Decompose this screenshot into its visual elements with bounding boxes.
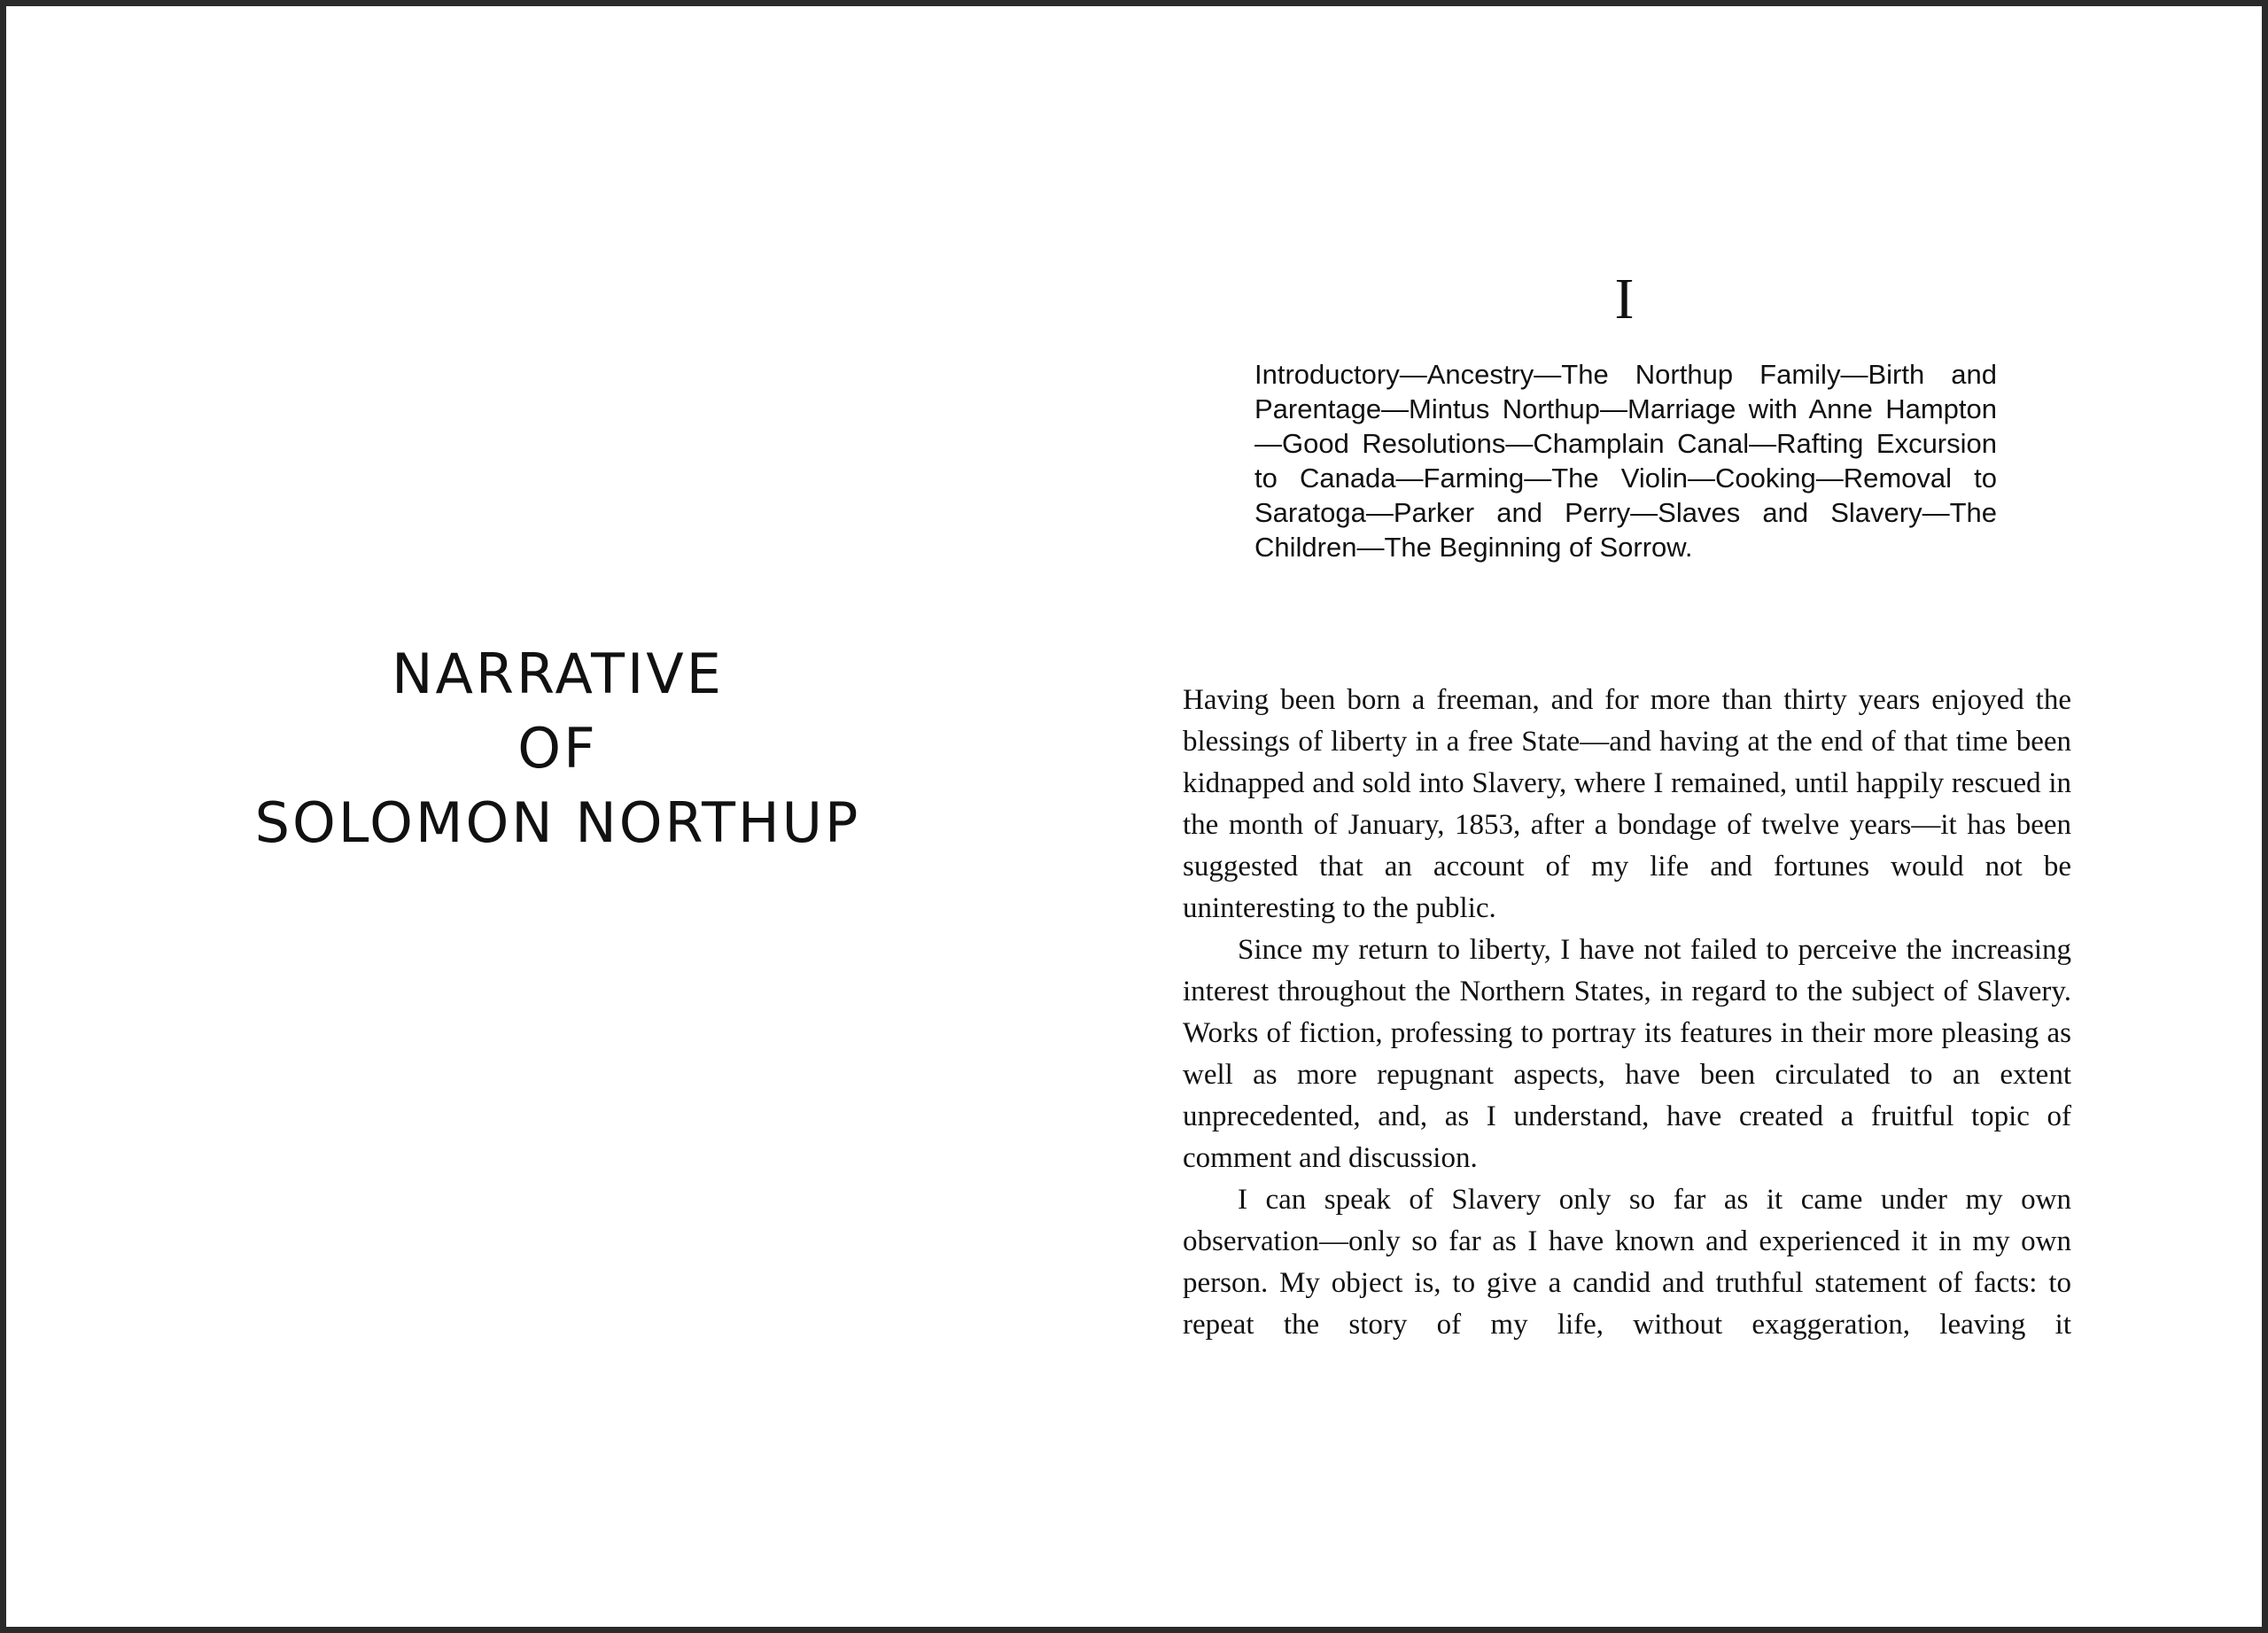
- book-title: [6, 637, 1109, 860]
- title-line-2: OF: [517, 716, 598, 781]
- paragraph-2: Since my return to liberty, I have not failed to perceive the increasing interest throughout the Northern States, in regard to the subject of Slavery. Works of fiction, professing to portray its features in their more pleasing as well as more repugnant aspects, have been circulated to an extent unprecedented, and, as I understand, have created a fruitful topic of comment and discussion.: [1183, 934, 2071, 1174]
- chapter-number: I: [1614, 267, 1635, 331]
- paragraph-3: I can speak of Slavery only so far as it came under my own observation—only so far as I have known and experienced it in my own person. My object is, to give a candid and truthful statement of facts: to repeat the story of my life, without exaggeration, leaving it: [1183, 1184, 2071, 1341]
- left-page: [6, 6, 1122, 1627]
- right-page: [1122, 6, 2268, 1627]
- title-line-3: SOLOMON NORTHUP: [254, 790, 861, 855]
- chapter-body: [1183, 680, 2071, 1346]
- title-line-1: NARRATIVE: [392, 642, 724, 706]
- paragraph-1: Having been born a freeman, and for more than thirty years enjoyed the blessings of liberty in a free State—and having at the end of that time been kidnapped and sold into Slavery, where I remained, until happily rescued in the month of January, 1853, after a bondage of twelve years—it has been suggested that an account of my life and fortunes would not be uninteresting to the public.: [1183, 684, 2071, 924]
- chapter-synopsis: Introductory—Ancestry—The Northup Family—Birth and Parentage—Mintus Northup—Marriage with Anne Hampton—Good Resolutions—Champlain Canal—Rafting Excursion to Canada—Farming—The Violin—Cooking—Removal to Saratoga—Parker and Perry—Slaves and Slavery—The Children—The Beginning of Sorrow.: [1254, 359, 1997, 563]
